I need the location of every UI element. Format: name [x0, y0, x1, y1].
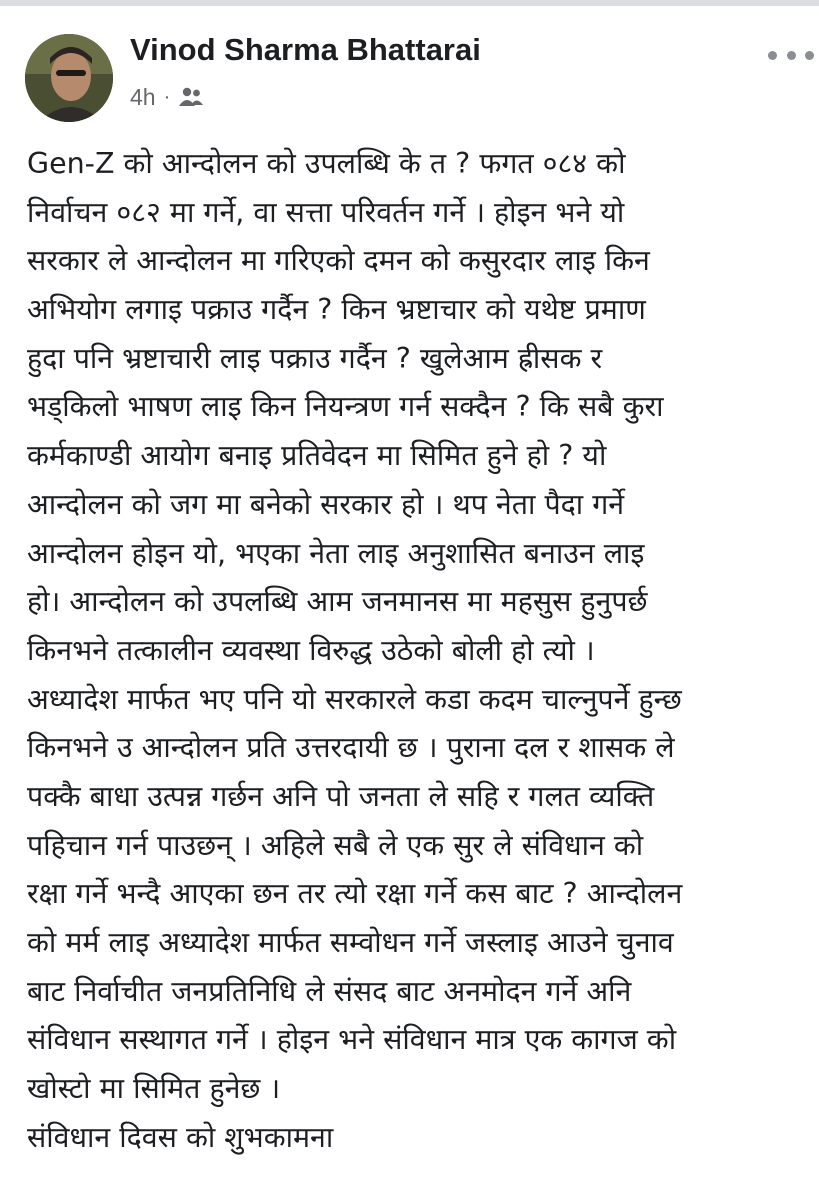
post-text-line: आन्दोलन होइन यो, भएका नेता लाइ अनुशासित बनाउन लाइ	[27, 536, 645, 570]
post-text-line: Gen-Z को आन्दोलन को उपलब्धि के त ? फगत ०८४ को	[27, 147, 626, 180]
author-name[interactable]: Vinod Sharma Bhattarai	[130, 32, 481, 67]
avatar-photo	[25, 34, 113, 122]
post-text-line: किनभने उ आन्दोलन प्रति उत्तरदायी छ । पुराना दल र शासक ले	[27, 731, 675, 765]
post-text-line: अभियोग लगाइ पक्राउ गर्दैन ? किन भ्रष्टाचार को यथेष्ट प्रमाण	[27, 293, 646, 327]
post-text-line: पहिचान गर्न पाउछन् । अहिले सबै ले एक सुर ले संविधान को	[27, 828, 644, 862]
more-dot	[805, 51, 814, 60]
post-text-line: भड्किलो भाषण लाइ किन नियन्त्रण गर्न सक्दैन ? कि सबै कुरा	[27, 390, 664, 424]
friends-icon[interactable]	[178, 86, 204, 108]
post-text-line: निर्वाचन ०८२ मा गर्ने, वा सत्ता परिवर्तन गर्ने । होइन भने यो	[27, 195, 625, 229]
post-text-line: संविधान दिवस को शुभकामना	[27, 1120, 334, 1154]
avatar[interactable]	[25, 34, 113, 122]
post-meta	[130, 82, 204, 112]
post-text-line: अध्यादेश मार्फत भए पनि यो सरकारले कडा कदम चाल्नुपर्ने हुन्छ	[27, 682, 682, 716]
post-timestamp[interactable]: 4h	[130, 83, 156, 110]
meta-separator: ·	[163, 85, 171, 108]
more-dot	[768, 51, 777, 60]
post-header	[0, 6, 819, 126]
post-text-line: बाट निर्वाचीत जनप्रतिनिधि ले संसद बाट अनमोदन गर्ने अनि	[27, 974, 632, 1008]
post-text	[27, 140, 807, 1162]
post-text-line: को मर्म लाइ अध्यादेश मार्फत सम्वोधन गर्ने जस्लाइ आउने चुनाव	[27, 926, 674, 959]
post-text-line: हुदा पनि भ्रष्टाचारी लाइ पक्राउ गर्दैन ? खुलेआम ह्रीसक र	[27, 341, 603, 375]
more-dot	[787, 51, 796, 60]
more-options-icon[interactable]	[768, 42, 814, 68]
post-text-line: संविधान सस्थागत गर्ने । होइन भने संविधान मात्र एक कागज को	[27, 1023, 677, 1057]
post-text-line: रक्षा गर्ने भन्दै आएका छन तर त्यो रक्षा गर्ने कस बाट ? आन्दोलन	[27, 877, 683, 911]
post-text-line: पक्कै बाधा उत्पन्न गर्छन अनि पो जनता ले सहि र गलत व्यक्ति	[27, 779, 655, 813]
post-text-line: सरकार ले आन्दोलन मा गरिएको दमन को कसुरदार लाइ किन	[27, 244, 650, 278]
post-text-line: किनभने तत्कालीन व्यवस्था विरुद्ध उठेको बोली हो त्यो ।	[27, 633, 595, 667]
post-text-line: कर्मकाण्डी आयोग बनाइ प्रतिवेदन मा सिमित हुने हो ? यो	[27, 439, 607, 473]
post-text-line: खोस्टो मा सिमित हुनेछ ।	[27, 1072, 281, 1106]
post-text-line: हो। आन्दोलन को उपलब्धि आम जनमानस मा महसुस हुनुपर्छ	[27, 585, 648, 619]
post-text-line: आन्दोलन को जग मा बनेको सरकार हो । थप नेता पैदा गर्ने	[27, 487, 625, 521]
